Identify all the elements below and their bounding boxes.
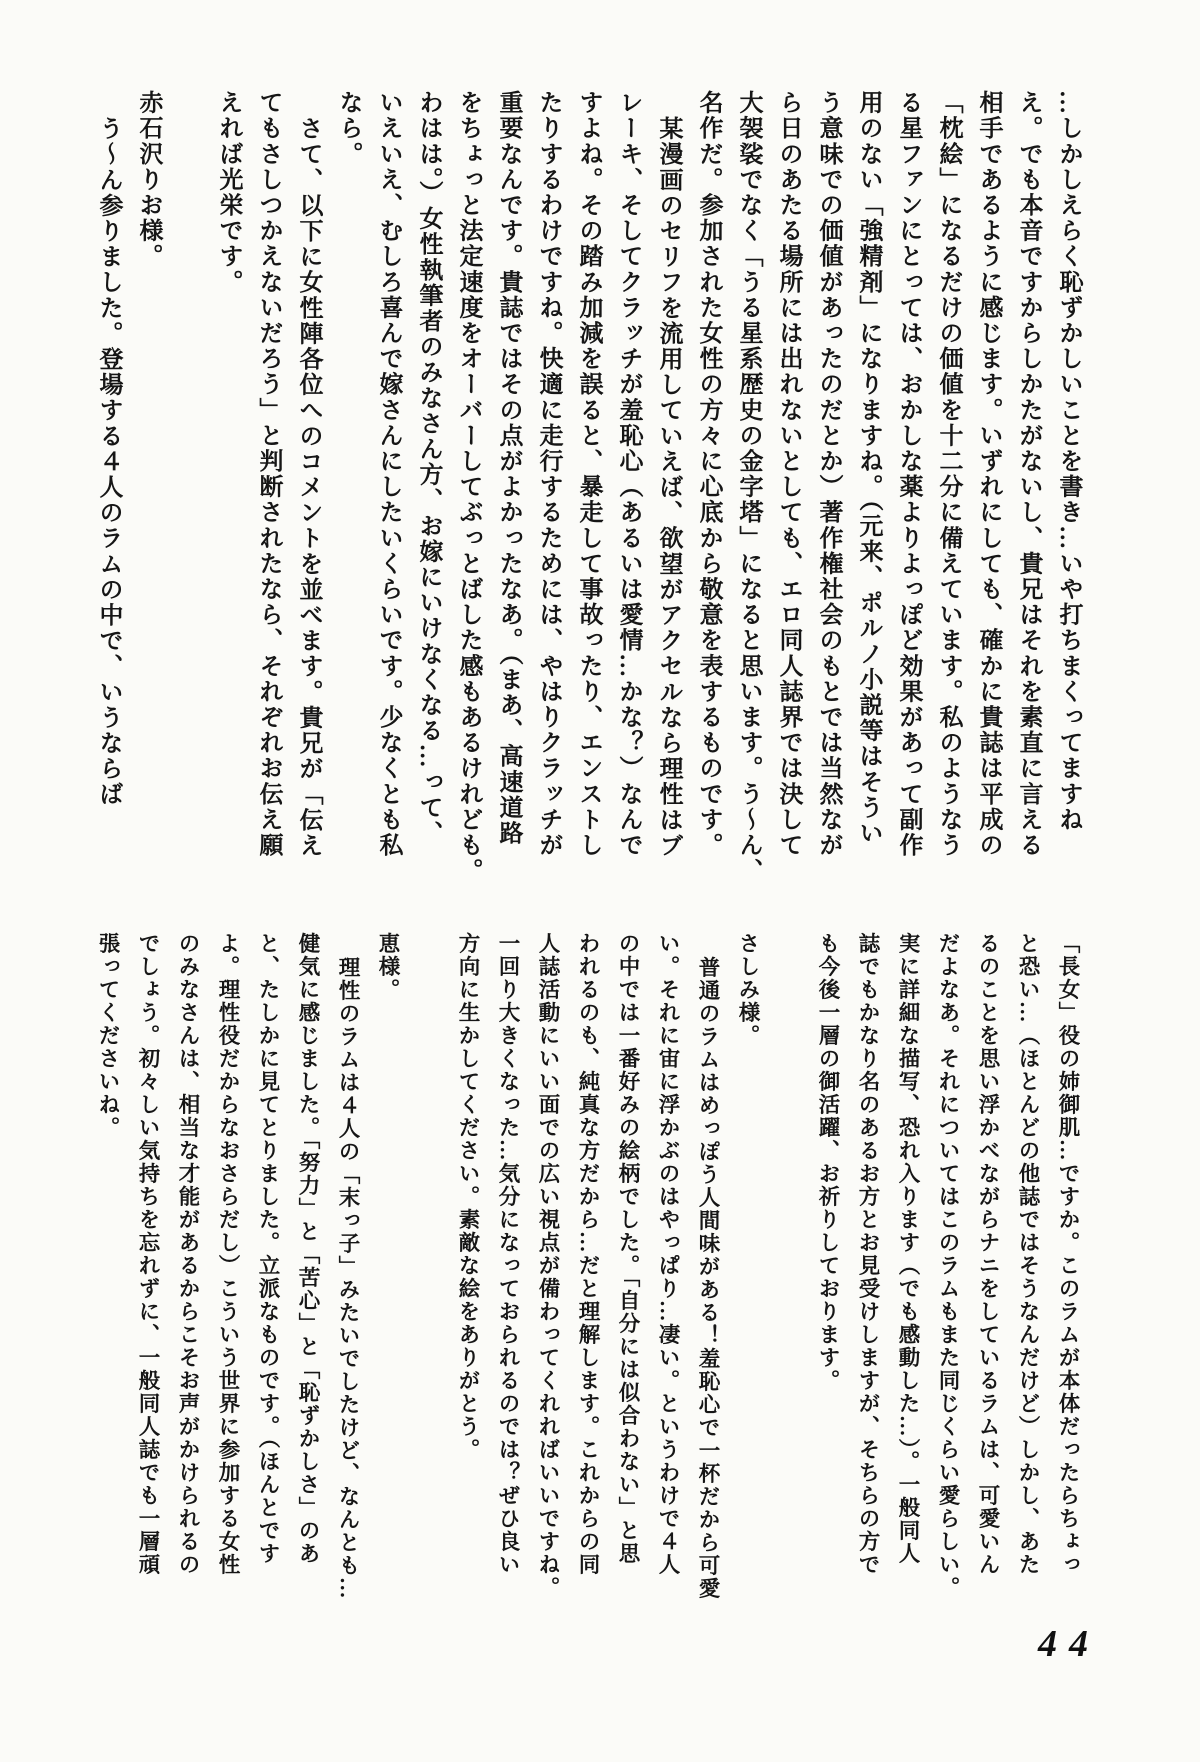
text-column: も今後一層の御活躍、お祈りしております。 <box>816 932 840 1392</box>
text-column: ら日のあたる場所には出れないとしても、エロ同人誌界では決して <box>775 90 801 858</box>
bold-emphasis: 広い視点 <box>536 1162 560 1254</box>
text-column: う〜ん参りました。登場する４人のラムの中で、いうならば <box>95 116 121 808</box>
text-column: いえいえ、むしろ喜んで嫁さんにしたいくらいです。少なくとも私 <box>375 90 401 858</box>
text-column: 一回り大きくなった…気分になっておられるのでは？ぜひ良い <box>496 932 520 1576</box>
text-column: 理性のラムは４人の「末っ子」みたいでしたけど、なんとも… <box>336 955 360 1600</box>
page-number: 44 <box>1038 1623 1100 1665</box>
text-column <box>528 932 568 1604</box>
text-column: る星ファンにとっては、おかしな薬よりよっぽど効果があって副作 <box>895 90 921 858</box>
text-column: の中では一番好みの絵柄でした。「自分には似合わない」と思 <box>616 932 640 1566</box>
text-column: えれば光栄です。 <box>215 90 241 295</box>
text-column: う意味での価値があったのだとか）著作権社会のもとでは当然なが <box>815 90 841 858</box>
text-segment: よ。 <box>216 932 240 978</box>
greeting-column: さしみ様。 <box>736 932 760 1047</box>
text-segment: が備わってくれればいいですね。 <box>536 1254 560 1599</box>
text-column: 相手であるように感じます。いずれにしても、確かに貴誌は平成の <box>975 90 1001 858</box>
text-column: るのことを思い浮かべながらナニをしているラムは、可愛いん <box>976 932 1000 1576</box>
text-column: と恐い…（ほとんどの他誌ではそうなんだけど）しかし、あた <box>1016 932 1040 1576</box>
text-column: たりするわけですね。快適に走行するためには、やはりクラッチが <box>535 90 561 858</box>
text-column: さて、以下に女性陣各位へのコメントを並べます。貴兄が「伝え <box>295 116 321 859</box>
text-column: 用のない「強精剤」になりますね。（元来、ポルノ小説等はそうい <box>855 90 881 846</box>
text-column: われるのも、純真な方だから…だと理解します。これからの同 <box>576 932 600 1576</box>
text-column: てもさしつかえないだろう」と判断されたなら、それぞれお伝え願 <box>255 90 281 858</box>
text-segment: だからなおさらだし）こういう世界に参加する女性 <box>216 1047 240 1576</box>
text-column: 「長女」役の姉御肌…ですか。このラムが本体だったらちょっ <box>1056 932 1080 1576</box>
greeting-column: 恵様。 <box>376 932 400 1001</box>
text-column: 重要なんです。貴誌ではその点がよかったなあ。（まあ、高速道路 <box>495 90 521 846</box>
text-column: え。でも本音ですからしかたがないし、貴兄はそれを素直に言える <box>1015 90 1041 858</box>
text-column: のみなさんは、相当な才能があるからこそお声がかけられるの <box>176 932 200 1576</box>
text-column: 健気に感じました。「努力」と「苦心」と「恥ずかしさ」のあ <box>296 932 320 1566</box>
bold-emphasis: 理性役 <box>216 978 240 1047</box>
text-column: 某漫画のセリフを流用していえば、欲望がアクセルなら理性はブ <box>655 116 681 859</box>
text-column: をちょっと法定速度をオーバーしてぶっとばした感もあるけれども。 <box>455 90 481 884</box>
text-column: だよなあ。それについてはこのラムもまた同じくらい愛らしい。 <box>936 932 960 1599</box>
text-column: でしょう。初々しい気持ちを忘れずに、一般同人誌でも一層頑 <box>136 932 160 1576</box>
text-column: 普通のラムはめっぽう人間味がある！羞恥心で一杯だから可愛 <box>696 955 720 1600</box>
text-column: なら。 <box>335 90 361 167</box>
text-column: 実に詳細な描写、恐れ入ります（でも感動した…）。一般同人 <box>896 932 920 1566</box>
letter-text-lower-band <box>78 932 1088 1604</box>
text-column: 方向に生かしてください。素敵な絵をありがとう。 <box>456 932 480 1461</box>
text-column: 大袈裟でなく「うる星系歴史の金字塔」になると思います。う〜ん、 <box>735 90 761 884</box>
greeting-column: 赤石沢りお様。 <box>135 90 161 270</box>
text-column: 「枕絵」になるだけの価値を十二分に備えています。私のようなう <box>935 90 961 858</box>
text-column: 張ってくださいね。 <box>96 932 120 1139</box>
text-column: い。それに宙に浮かぶのはやっぱり…凄い。というわけで４人 <box>656 932 680 1576</box>
text-column: レーキ、そしてクラッチが羞恥心（あるいは愛情…かな？）なんで <box>615 90 641 858</box>
text-column: 名作だ。参加された女性の方々に心底から敬意を表するものです。 <box>695 90 721 858</box>
text-column: …しかしえらく恥ずかしいことを書き…いや打ちまくってますね <box>1055 90 1081 833</box>
text-column <box>208 932 248 1604</box>
letter-text-upper-band <box>78 90 1088 890</box>
text-segment: 人誌活動にいい面での <box>536 932 560 1162</box>
text-column: と、たしかに見てとりました。立派なものです。（ほんとです <box>256 932 280 1566</box>
text-column: すよね。その踏み加減を誤ると、暴走して事故ったり、エンストし <box>575 90 601 858</box>
text-column: わはは。）女性執筆者のみなさん方、お嫁にいけなくなる…って、 <box>415 90 441 846</box>
text-column: 誌でもかなり名のあるお方とお見受けしますが、そちらの方で <box>856 932 880 1576</box>
